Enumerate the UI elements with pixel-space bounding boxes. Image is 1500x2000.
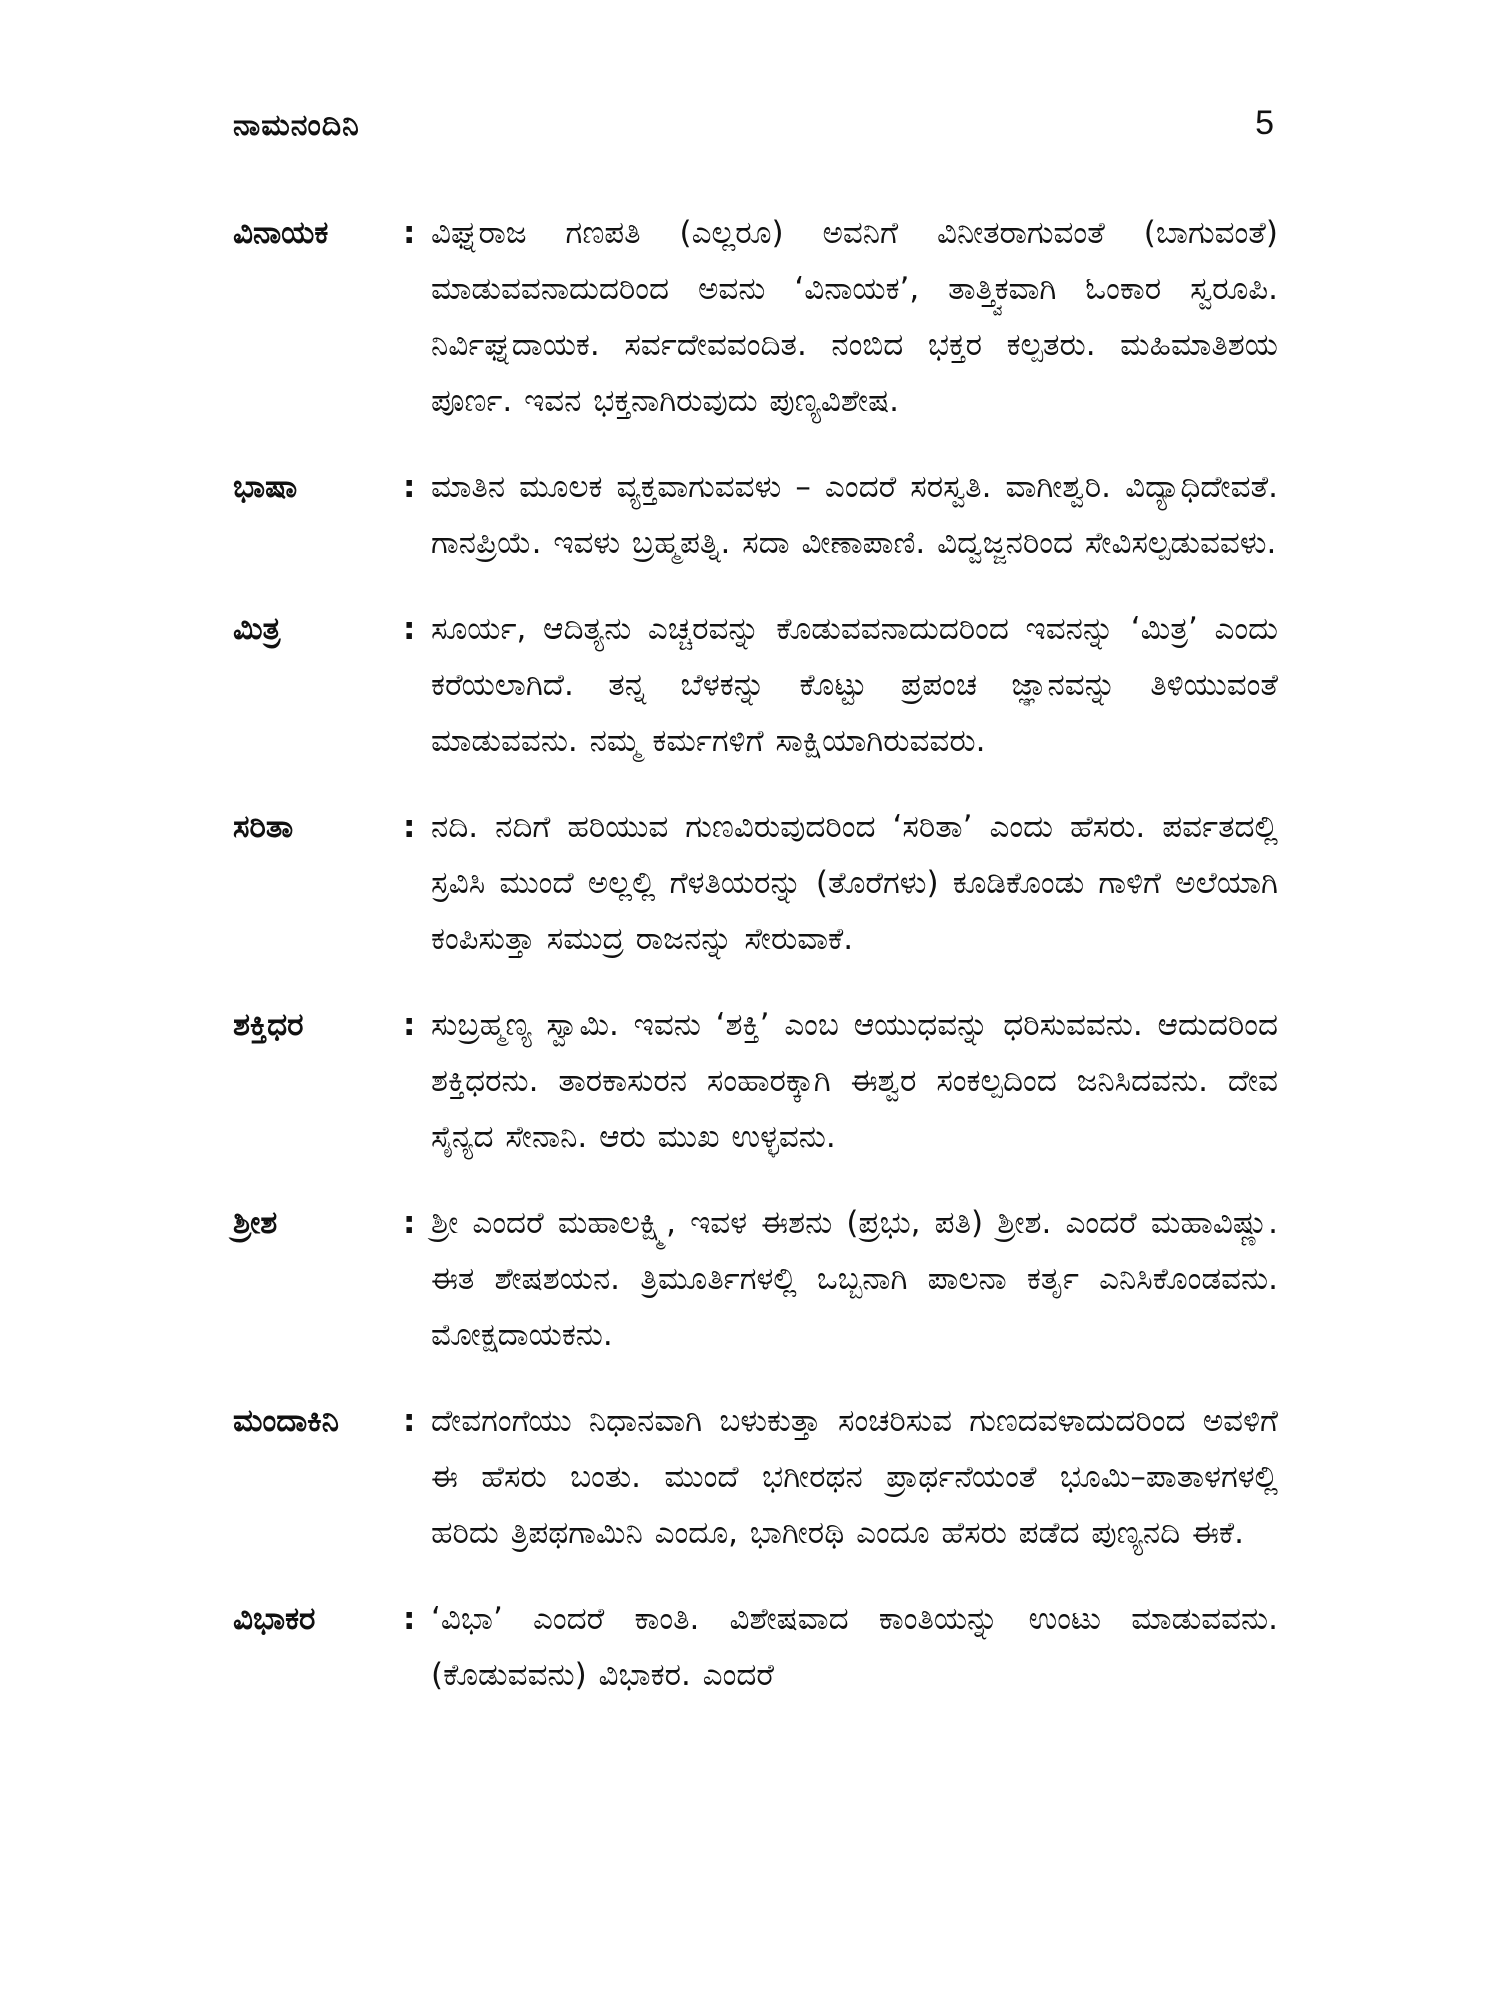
entry-definition: ಸುಬ್ರಹ್ಮಣ್ಯ ಸ್ವಾಮಿ. ಇವನು ‘ಶಕ್ತಿ’ ಎಂಬ ಆಯುಧವನ್ನು ಧರಿಸುವವನು. ಆದುದರಿಂದ ಶಕ್ತಿಧರನು. ತಾರಕಾಸುರನ ಸಂಹಾರಕ್ಕಾಗಿ ಈಶ್ವರ ಸಂಕಲ್ಪದಿಂದ ಜನಿಸಿದವನು. ದೇವ ಸೈನ್ಯದ ಸೇನಾನಿ. ಆರು ಮುಖ ಉಳ್ಳವನು. [431, 1007, 1278, 1155]
entry-term: ವಿಭಾಕರ [233, 1601, 316, 1637]
page-number: 5 [1255, 104, 1274, 142]
entry-term: ಮಂದಾಕಿನಿ [233, 1403, 339, 1439]
entry-separator: : [403, 809, 416, 845]
entry-separator: : [403, 469, 416, 505]
entry-term: ಭಾಷಾ [233, 469, 298, 505]
running-title: ನಾಮನಂದಿನಿ [233, 108, 360, 143]
entry-separator: : [403, 1007, 416, 1043]
entry-definition: ವಿಘ್ನರಾಜ ಗಣಪತಿ (ಎಲ್ಲರೂ) ಅವನಿಗೆ ವಿನೀತರಾಗುವಂತೆ (ಬಾಗುವಂತೆ) ಮಾಡುವವನಾದುದರಿಂದ ಅವನು ‘ವಿನಾಯಕ’, ತಾತ್ತ್ವಿಕವಾಗಿ ಓಂಕಾರ ಸ್ವರೂಪಿ. ನಿರ್ವಿಘ್ನದಾಯಕ. ಸರ್ವದೇವವಂದಿತ. ನಂಬಿದ ಭಕ್ತರ ಕಲ್ಪತರು. ಮಹಿಮಾತಿಶಯ ಪೂರ್ಣ. ಇವನ ಭಕ್ತನಾಗಿರುವುದು ಪುಣ್ಯವಿಶೇಷ. [431, 215, 1278, 419]
glossary-entry [233, 1591, 1278, 1703]
entry-definition: ನದಿ. ನದಿಗೆ ಹರಿಯುವ ಗುಣವಿರುವುದರಿಂದ ‘ಸರಿತಾ’ ಎಂದು ಹೆಸರು. ಪರ್ವತದಲ್ಲಿ ಸ್ರವಿಸಿ ಮುಂದೆ ಅಲ್ಲಲ್ಲಿ ಗೆಳತಿಯರನ್ನು (ತೊರೆಗಳು) ಕೂಡಿಕೊಂಡು ಗಾಳಿಗೆ ಅಲೆಯಾಗಿ ಕಂಪಿಸುತ್ತಾ ಸಮುದ್ರ ರಾಜನನ್ನು ಸೇರುವಾಕೆ. [431, 809, 1278, 957]
glossary-entries [233, 205, 1278, 1733]
entry-term: ಶ್ರೀಶ [233, 1205, 278, 1241]
entry-definition: ‘ವಿಭಾ’ ಎಂದರೆ ಕಾಂತಿ. ವಿಶೇಷವಾದ ಕಾಂತಿಯನ್ನು ಉಂಟು ಮಾಡುವವನು. (ಕೊಡುವವನು) ವಿಭಾಕರ. ಎಂದರೆ [431, 1601, 1278, 1693]
glossary-entry [233, 205, 1278, 429]
glossary-entry [233, 799, 1278, 967]
entry-definition: ದೇವಗಂಗೆಯು ನಿಧಾನವಾಗಿ ಬಳುಕುತ್ತಾ ಸಂಚರಿಸುವ ಗುಣದವಳಾದುದರಿಂದ ಅವಳಿಗೆ ಈ ಹೆಸರು ಬಂತು. ಮುಂದೆ ಭಗೀರಥನ ಪ್ರಾರ್ಥನೆಯಂತೆ ಭೂಮಿ–ಪಾತಾಳಗಳಲ್ಲಿ ಹರಿದು ತ್ರಿಪಥಗಾಮಿನಿ ಎಂದೂ, ಭಾಗೀರಥಿ ಎಂದೂ ಹೆಸರು ಪಡೆದ ಪುಣ್ಯನದಿ ಈಕೆ. [431, 1403, 1278, 1551]
entry-separator: : [403, 611, 416, 647]
entry-definition: ಸೂರ್ಯ, ಆದಿತ್ಯನು ಎಚ್ಚರವನ್ನು ಕೊಡುವವನಾದುದರಿಂದ ಇವನನ್ನು ‘ಮಿತ್ರ’ ಎಂದು ಕರೆಯಲಾಗಿದೆ. ತನ್ನ ಬೆಳಕನ್ನು ಕೊಟ್ಟು ಪ್ರಪಂಚ ಜ್ಞಾನವನ್ನು ತಿಳಿಯುವಂತೆ ಮಾಡುವವನು. ನಮ್ಮ ಕರ್ಮಗಳಿಗೆ ಸಾಕ್ಷಿಯಾಗಿರುವವರು. [431, 611, 1278, 759]
glossary-entry [233, 997, 1278, 1165]
entry-term: ಶಕ್ತಿಧರ [233, 1007, 304, 1043]
entry-definition: ಶ್ರೀ ಎಂದರೆ ಮಹಾಲಕ್ಷ್ಮಿ, ಇವಳ ಈಶನು (ಪ್ರಭು, ಪತಿ) ಶ್ರೀಶ. ಎಂದರೆ ಮಹಾವಿಷ್ಣು. ಈತ ಶೇಷಶಯನ. ತ್ರಿಮೂರ್ತಿಗಳಲ್ಲಿ ಒಬ್ಬನಾಗಿ ಪಾಲನಾ ಕರ್ತೃ ಎನಿಸಿಕೊಂಡವನು. ಮೋಕ್ಷದಾಯಕನು. [431, 1205, 1278, 1353]
glossary-entry [233, 601, 1278, 769]
entry-definition: ಮಾತಿನ ಮೂಲಕ ವ್ಯಕ್ತವಾಗುವವಳು – ಎಂದರೆ ಸರಸ್ವತಿ. ವಾಗೀಶ್ವರಿ. ವಿದ್ಯಾಧಿದೇವತೆ. ಗಾನಪ್ರಿಯೆ. ಇವಳು ಬ್ರಹ್ಮಪತ್ನಿ. ಸದಾ ವೀಣಾಪಾಣಿ. ವಿದ್ವಜ್ಜನರಿಂದ ಸೇವಿಸಲ್ಪಡುವವಳು. [431, 469, 1278, 561]
entry-separator: : [403, 215, 416, 251]
glossary-entry [233, 1393, 1278, 1561]
entry-term: ಸರಿತಾ [233, 809, 294, 845]
glossary-entry [233, 1195, 1278, 1363]
entry-separator: : [403, 1601, 416, 1637]
entry-separator: : [403, 1205, 416, 1241]
glossary-entry [233, 459, 1278, 571]
entry-term: ಮಿತ್ರ [233, 611, 281, 647]
entry-separator: : [403, 1403, 416, 1439]
entry-term: ವಿನಾಯಕ [233, 215, 329, 251]
